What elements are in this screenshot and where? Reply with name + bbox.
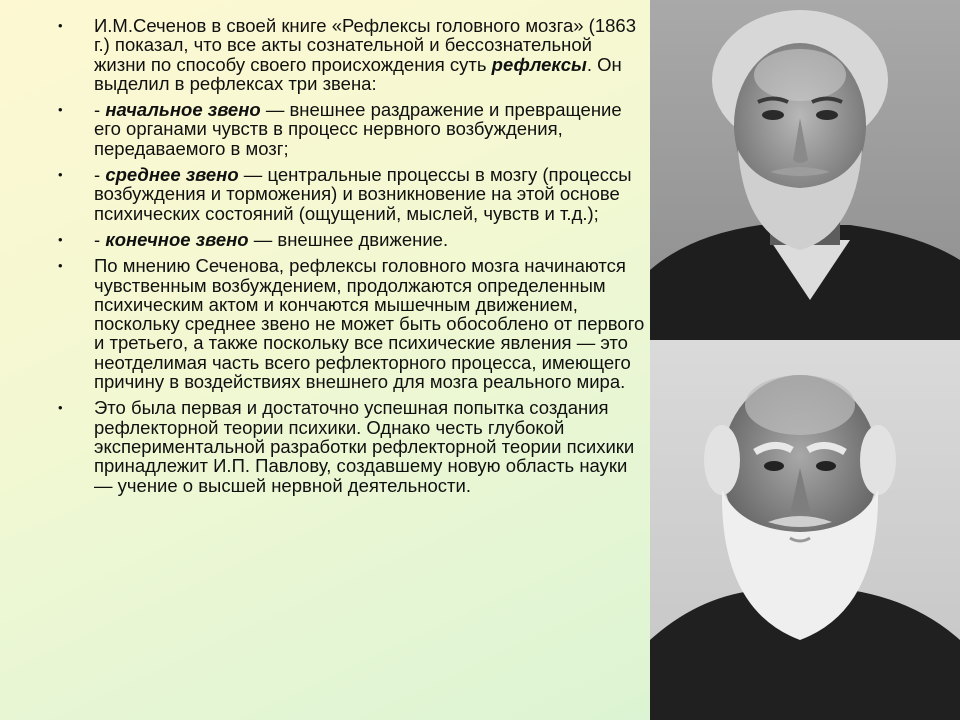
bullet-marker: • [58,102,63,118]
bullet-marker: • [58,18,63,33]
text-fragment: — внешнее движение. [248,228,449,250]
text-fragment: — внешнее раздражение и превращение его органами чувств в процесс нервного возбуждения, передаваемого в мозг; [94,99,622,159]
bullet-text [94,397,634,495]
highlighted-term: рефлексы [491,53,587,75]
bullet-text [94,164,632,224]
bullet-text [94,99,622,159]
bullet-marker: • [58,167,63,183]
text-fragment: Это была первая и достаточно успешная попытка создания рефлекторной теории психики. Однако честь глубокой экспериментальной разработки рефлекторной теории психики принадлежит И.П. Павлову, создавшему новую область науки — учение о высшей нервной деятельности. [94,397,635,496]
bullet-marker: • [58,400,63,416]
text-fragment: По мнению Сеченова, рефлексы головного мозга начинаются чувственным возбуждением, продолжаются определенным психическим актом и кончаются мышечным движением, поскольку среднее звено не может быть обособлено от первого и третьего, а также поскольку все психические явления — это неотделимая часть всего рефлекторного процесса, имеющего причину в воздействиях внешнего для мозга реального мира. [94,255,645,393]
bullet-item [58,230,646,249]
bullet-marker: • [58,231,63,247]
portrait-sechenov [650,0,960,340]
bullet-list [58,16,646,502]
bullet-item [58,16,646,93]
bullet-text [94,255,644,392]
text-fragment: - [94,164,106,186]
bullet-text [94,15,636,94]
highlighted-term: начальное звено [105,99,261,121]
text-fragment: — центральные процессы в мозгу (процессы возбуждения и торможения) и возникновение на этой основе психических состояний (ощущений, мыслей, чувств и т.д.); [94,164,632,224]
text-fragment: - [94,99,106,121]
text-fragment: - [94,228,106,250]
highlighted-term: конечное звено [105,228,249,250]
highlighted-term: среднее звено [105,164,239,186]
bullet-item [58,256,646,391]
text-fragment: . Он выделил в рефлексах три звена: [94,53,622,94]
bullet-text [94,229,448,250]
bullet-item [58,165,646,223]
portrait-pavlov [650,340,960,720]
portrait-photos [650,0,960,720]
bullet-item [58,398,646,494]
bullet-item [58,100,646,158]
text-fragment: И.М.Сеченов в своей книге «Рефлексы головного мозга» (1863 г.) показал, что все акты сознательной и бессознательной жизни по способу своего происхождения суть [94,15,636,75]
bullet-marker: • [58,258,63,274]
